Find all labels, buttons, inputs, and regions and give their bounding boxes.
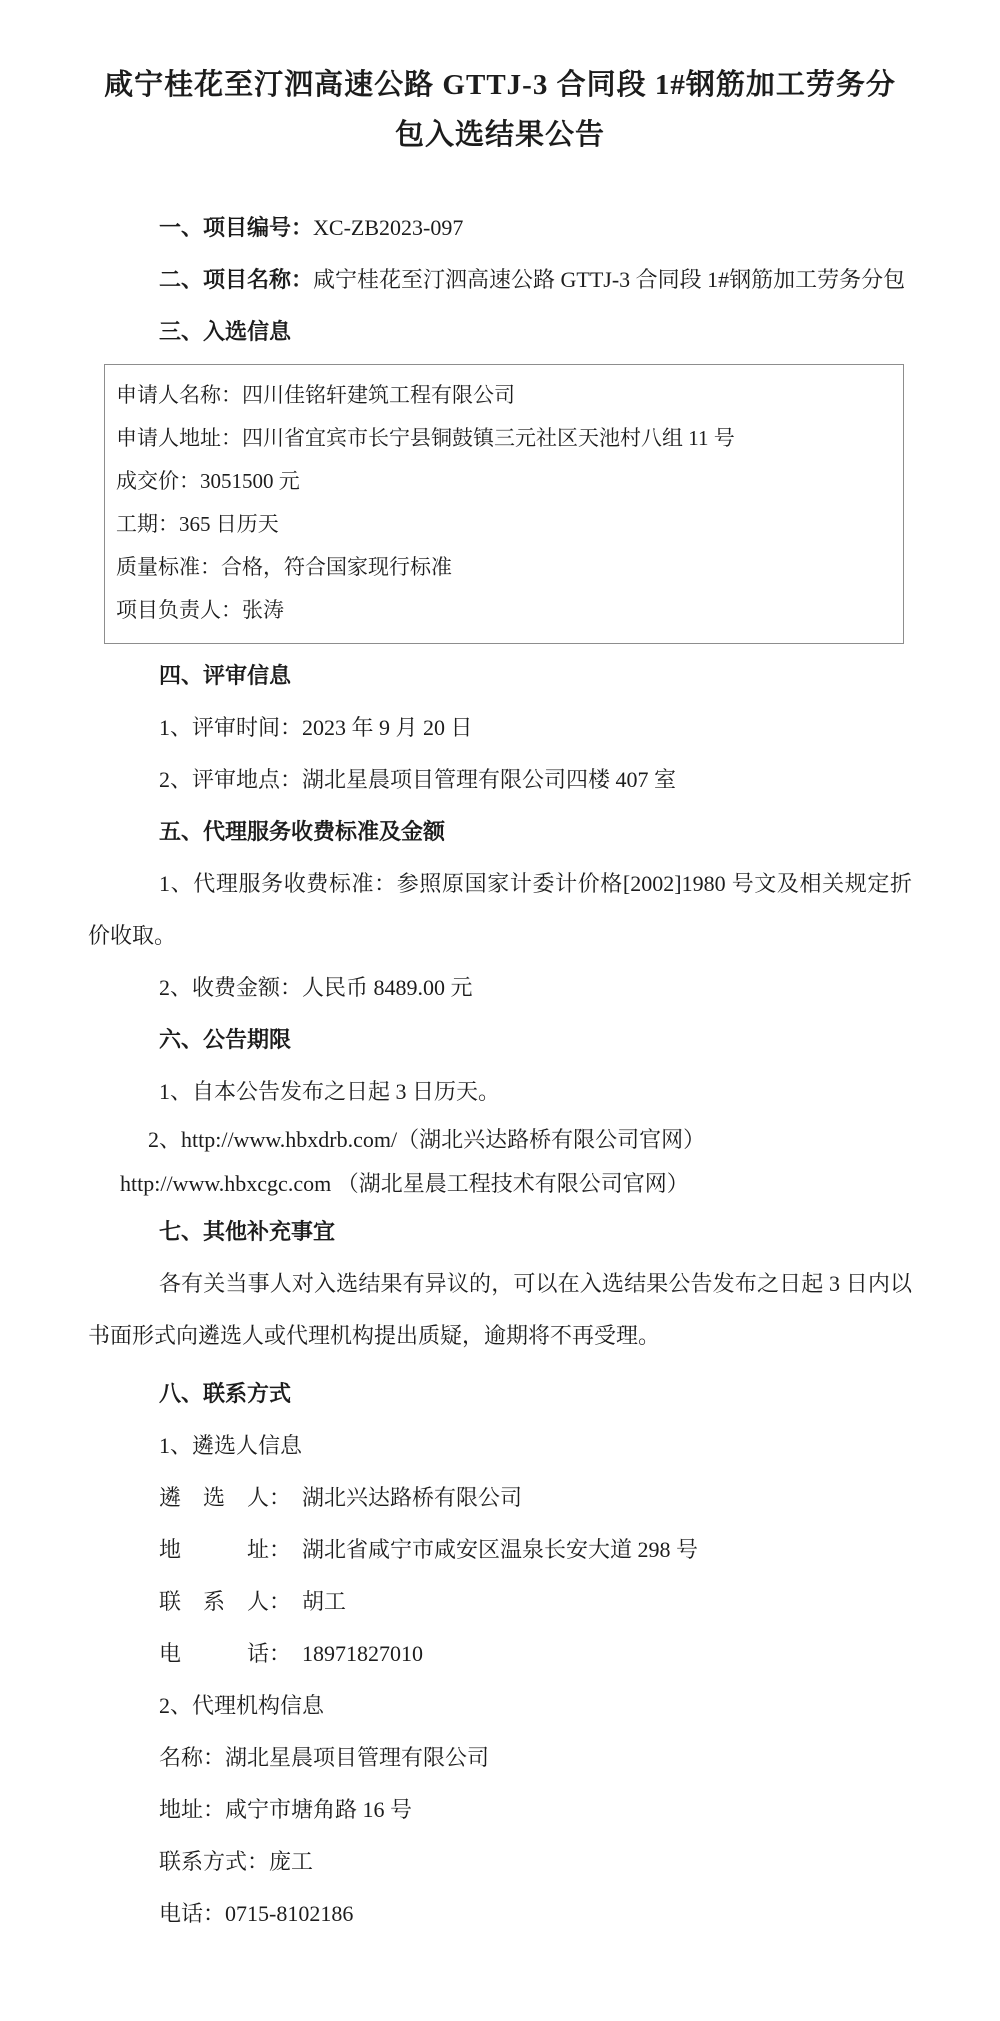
selector-info-heading: 1、遴选人信息 [159, 1433, 303, 1458]
agency-info-heading: 2、代理机构信息 [159, 1693, 325, 1718]
project-name-label: 二、项目名称： [159, 267, 314, 292]
project-name-value: 咸宁桂花至汀泗高速公路 GTTJ-3 合同段 1#钢筋加工劳务分包 [313, 267, 906, 292]
announcement-site-url-1: 2、http://www.hbxdrb.com/（湖北兴达路桥有限公司官网） [148, 1127, 706, 1152]
document-title-line-2: 包入选结果公告 [394, 119, 605, 151]
project-number-value: XC-ZB2023-097 [313, 215, 464, 240]
section-heading-agency-fee: 五、代理服务收费标准及金额 [159, 819, 446, 844]
agency-address-line: 地址：咸宁市塘角路 16 号 [159, 1797, 413, 1822]
agency-fee-standard-line: 1、代理服务收费标准：参照原国家计委计价格[2002]1980 号文及相关规定折价收取。 [88, 871, 912, 948]
project-name-line [88, 254, 912, 306]
selector-address-line: 地 址： 湖北省咸宁市咸安区温泉长安大道 298 号 [159, 1537, 699, 1562]
document-title [88, 60, 912, 160]
project-number-line [88, 202, 912, 254]
section-heading-contact: 八、联系方式 [159, 1381, 292, 1406]
announcement-period-duration-line: 1、自本公告发布之日起 3 日历天。 [159, 1079, 501, 1104]
selector-phone-line: 电 话： 18971827010 [159, 1641, 424, 1666]
section-heading-review-info: 四、评审信息 [159, 663, 292, 688]
other-matters-paragraph: 各有关当事人对入选结果有异议的，可以在入选结果公告发布之日起 3 日内以书面形式向遴选人或代理机构提出质疑，逾期将不再受理。 [88, 1271, 912, 1348]
section-heading-selection-info: 三、入选信息 [159, 319, 292, 344]
selector-contact-person-line: 联 系 人： 胡工 [159, 1589, 347, 1614]
section-heading-announcement-period: 六、公告期限 [159, 1027, 292, 1052]
document-body [88, 202, 912, 1940]
document-title-line-1: 咸宁桂花至汀泗高速公路 GTTJ-3 合同段 1#钢筋加工劳务分 [104, 69, 896, 101]
agency-phone-line: 电话：0715-8102186 [159, 1901, 354, 1926]
review-time-line: 1、评审时间：2023 年 9 月 20 日 [159, 715, 473, 740]
selector-name-line: 遴 选 人： 湖北兴达路桥有限公司 [159, 1485, 523, 1510]
selection-info-row-applicant-address: 申请人地址：四川省宜宾市长宁县铜鼓镇三元社区天池村八组 11 号 [116, 426, 735, 450]
announcement-site-url-2: http://www.hbxcgc.com （湖北星晨工程技术有限公司官网） [120, 1171, 689, 1196]
agency-name-line: 名称：湖北星晨项目管理有限公司 [159, 1745, 490, 1770]
project-number-label: 一、项目编号： [159, 215, 314, 240]
selection-info-row-project-leader: 项目负责人：张涛 [116, 598, 284, 622]
agency-fee-amount-line: 2、收费金额：人民币 8489.00 元 [159, 975, 473, 1000]
review-location-line: 2、评审地点：湖北星晨项目管理有限公司四楼 407 室 [159, 767, 677, 792]
agency-contact-person-line: 联系方式：庞工 [159, 1849, 314, 1874]
section-heading-other-matters: 七、其他补充事宜 [159, 1219, 336, 1244]
selection-info-box [104, 364, 904, 644]
selection-info-row-quality-standard: 质量标准：合格，符合国家现行标准 [116, 555, 452, 579]
selection-info-row-deal-price: 成交价：3051500 元 [116, 469, 300, 493]
selection-info-row-duration: 工期：365 日历天 [116, 512, 279, 536]
selection-info-row-applicant-name: 申请人名称：四川佳铭轩建筑工程有限公司 [116, 383, 515, 407]
